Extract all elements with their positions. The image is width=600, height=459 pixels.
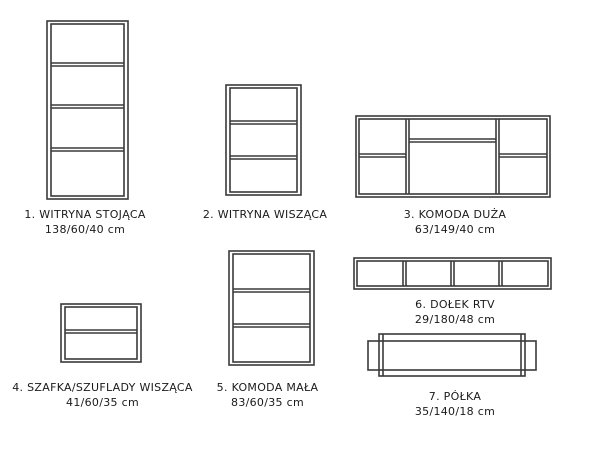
komoda-duza-drawing xyxy=(356,116,550,197)
caption-dims: 138/60/40 cm xyxy=(44,223,126,236)
szafka-szuflady-drawing xyxy=(61,304,141,362)
komoda-mala-drawing xyxy=(229,251,314,365)
caption-title: 1. WITRYNA STOJĄCA xyxy=(24,208,146,221)
caption-title: 6. DOŁEK RTV xyxy=(415,298,495,311)
caption-polka xyxy=(375,389,535,419)
polka-drawing xyxy=(368,334,536,376)
caption-title: 3. KOMODA DUŻA xyxy=(403,208,507,221)
witryna-stojaca-drawing xyxy=(47,21,128,199)
caption-komoda-duza xyxy=(375,207,535,237)
caption-dolek-rtv xyxy=(375,297,535,327)
caption-dims: 35/140/18 cm xyxy=(414,405,496,418)
caption-dims: 29/180/48 cm xyxy=(414,313,496,326)
caption-title: 2. WITRYNA WISZĄCA xyxy=(202,208,328,221)
caption-title: 7. PÓŁKA xyxy=(428,390,482,403)
caption-dims: 83/60/35 cm xyxy=(231,396,304,409)
caption-title: 5. KOMODA MAŁA xyxy=(216,381,319,394)
caption-szafka-szuflady xyxy=(0,380,205,410)
caption-dims: 63/149/40 cm xyxy=(414,223,496,236)
caption-title: 4. SZAFKA/SZUFLADY WISZĄCA xyxy=(12,381,193,394)
witryna-wiszaca-drawing xyxy=(226,85,301,195)
caption-witryna-wiszaca xyxy=(170,207,360,222)
caption-dims: 41/60/35 cm xyxy=(66,396,139,409)
caption-witryna-stojaca xyxy=(5,207,165,237)
caption-komoda-mala xyxy=(195,380,340,410)
dolek-rtv-drawing xyxy=(354,258,551,289)
